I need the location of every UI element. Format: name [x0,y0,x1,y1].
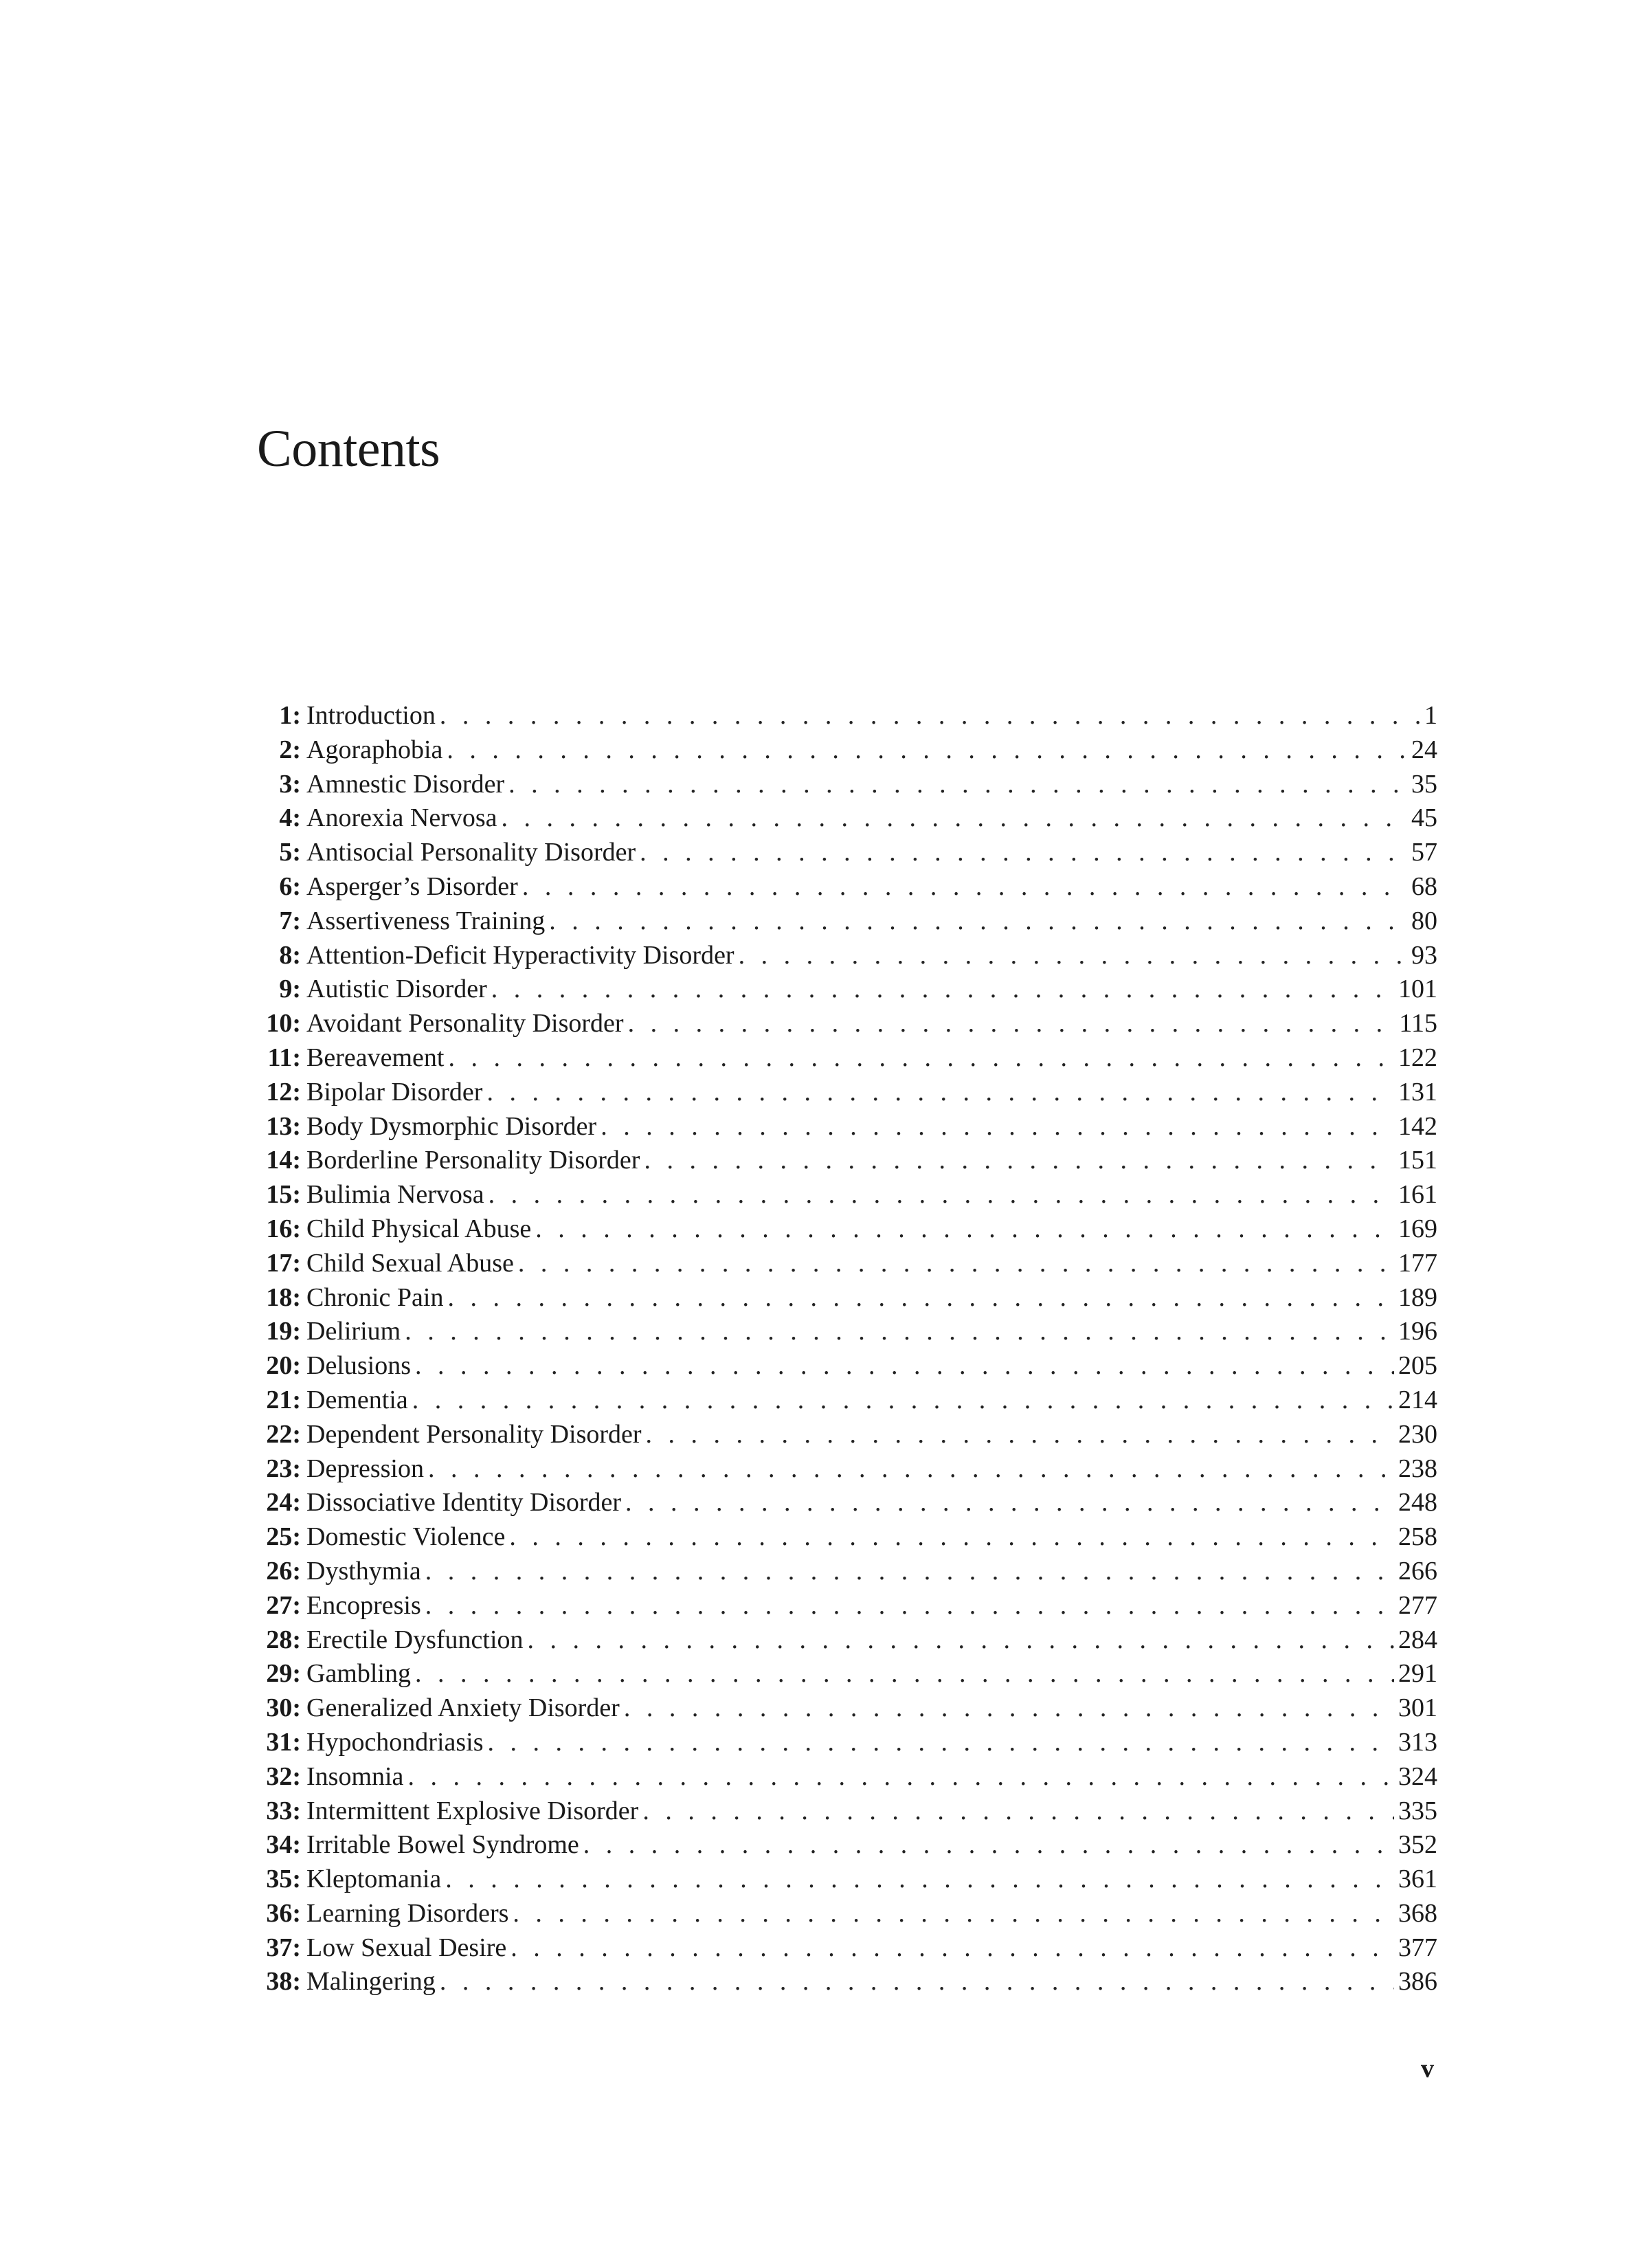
toc-entry[interactable] [254,904,1437,939]
dot-leader [405,1315,1394,1349]
toc-entry[interactable] [254,1623,1437,1658]
toc-entry-page: 258 [1398,1522,1437,1552]
toc-entry-number: 22: [266,1419,301,1449]
toc-entry-page: 205 [1398,1351,1437,1381]
dot-leader [425,1555,1394,1589]
toc-entry[interactable] [254,1452,1437,1487]
toc-entry-page: 35 [1411,769,1437,799]
toc-entry-number: 37: [266,1933,301,1962]
toc-entry-number: 31: [266,1727,301,1757]
toc-entry-title: Gambling [306,1659,411,1689]
toc-entry[interactable] [254,733,1437,768]
toc-entry-page: 214 [1398,1385,1437,1414]
toc-entry[interactable] [254,1555,1437,1589]
toc-entry[interactable] [254,1760,1437,1794]
toc-entry[interactable] [254,972,1437,1007]
toc-entry[interactable] [254,1383,1437,1418]
toc-entry[interactable] [254,1589,1437,1623]
toc-entry-number: 9: [279,975,301,1004]
toc-entry[interactable] [254,1897,1437,1931]
toc-entry-number: 16: [266,1214,301,1243]
toc-entry-number: 29: [266,1659,301,1689]
toc-entry-title: Child Sexual Abuse [306,1248,514,1278]
dot-leader [640,836,1407,870]
toc-entry-page: 101 [1398,975,1437,1004]
toc-entry-title: Introduction [306,701,436,730]
toc-entry-page: 313 [1398,1727,1437,1757]
toc-entry-number: 6: [279,871,301,901]
dot-leader [625,1486,1394,1520]
toc-entry[interactable] [254,1828,1437,1863]
toc-entry-title: Body Dysmorphic Disorder [306,1111,597,1141]
toc-entry-page: 361 [1398,1865,1437,1894]
toc-entry-number: 4: [279,803,301,833]
toc-entry-page: 291 [1398,1659,1437,1689]
toc-entry-number: 12: [266,1077,301,1107]
toc-entry-page: 115 [1399,1009,1437,1038]
toc-entry-page: 386 [1398,1967,1437,1997]
dot-leader [445,1863,1394,1897]
toc-entry-title: Learning Disorders [306,1898,509,1928]
toc-entry[interactable] [254,768,1437,802]
toc-entry-title: Asperger’s Disorder [306,871,518,901]
toc-entry-page: 131 [1398,1077,1437,1107]
toc-entry-title: Delusions [306,1351,411,1381]
toc-entry-number: 13: [266,1111,301,1141]
toc-entry[interactable] [254,1726,1437,1760]
toc-entry-title: Anorexia Nervosa [306,803,497,833]
dot-leader [447,733,1407,768]
toc-entry-number: 28: [266,1625,301,1654]
toc-entry-number: 20: [266,1351,301,1381]
toc-entry-page: 169 [1398,1214,1437,1243]
dot-leader [407,1760,1394,1794]
toc-entry-number: 32: [266,1761,301,1791]
dot-leader [488,1726,1394,1760]
toc-entry[interactable] [254,1691,1437,1726]
toc-entry[interactable] [254,1486,1437,1520]
toc-entry-number: 17: [266,1248,301,1278]
toc-entry-title: Child Physical Abuse [306,1214,532,1243]
toc-entry-title: Dependent Personality Disorder [306,1419,642,1449]
toc-entry-title: Chronic Pain [306,1282,444,1312]
toc-entry-title: Low Sexual Desire [306,1933,507,1962]
toc-entry-title: Depression [306,1454,424,1483]
toc-entry-number: 30: [266,1693,301,1723]
toc-entry-number: 8: [279,940,301,970]
toc-entry[interactable] [254,1178,1437,1212]
toc-entry[interactable] [254,1212,1437,1247]
toc-entry-title: Bulimia Nervosa [306,1180,484,1210]
toc-entry-page: 24 [1411,735,1437,764]
toc-entry-page: 284 [1398,1625,1437,1654]
toc-entry-title: Hypochondriasis [306,1727,484,1757]
toc-entry-page: 324 [1398,1761,1437,1791]
toc-entry[interactable] [254,836,1437,870]
toc-entry-title: Delirium [306,1317,401,1346]
dot-leader [601,1110,1394,1144]
toc-entry[interactable] [254,1794,1437,1829]
toc-entry-number: 19: [266,1317,301,1346]
dot-leader [522,870,1407,904]
toc-entry[interactable] [254,1931,1437,1966]
dot-leader [518,1247,1394,1281]
toc-entry-number: 18: [266,1282,301,1312]
toc-entry-page: 142 [1398,1111,1437,1141]
toc-entry-title: Erectile Dysfunction [306,1625,524,1654]
toc-entry-page: 196 [1398,1317,1437,1346]
toc-entry[interactable] [254,1247,1437,1281]
toc-entry-page: 301 [1398,1693,1437,1723]
dot-leader [447,1281,1394,1315]
toc-entry-title: Dementia [306,1385,408,1414]
toc-entry-number: 14: [266,1146,301,1175]
toc-entry[interactable] [254,1041,1437,1076]
toc-entry[interactable] [254,1076,1437,1110]
toc-entry-title: Intermittent Explosive Disorder [306,1796,639,1825]
toc-entry-title: Insomnia [306,1761,404,1791]
toc-entry-page: 248 [1398,1488,1437,1517]
toc-entry[interactable] [254,801,1437,836]
toc-entry-title: Kleptomania [306,1865,442,1894]
toc-entry[interactable] [254,1863,1437,1897]
toc-entry-title: Dissociative Identity Disorder [306,1488,622,1517]
dot-leader [508,768,1407,802]
dot-leader [428,1452,1394,1487]
toc-entry-number: 35: [266,1865,301,1894]
toc-entry-number: 10: [266,1009,301,1038]
toc-entry-page: 368 [1398,1898,1437,1928]
dot-leader [644,1144,1394,1178]
toc-entry-number: 27: [266,1590,301,1620]
toc-entry-title: Dysthymia [306,1556,421,1586]
dot-leader [509,1520,1394,1555]
toc-entry-number: 36: [266,1898,301,1928]
toc-entry-title: Agoraphobia [306,735,443,764]
toc-entry-page: 266 [1398,1556,1437,1586]
toc-entry-page: 161 [1398,1180,1437,1210]
dot-leader [440,1965,1394,1999]
toc-entry-page: 189 [1398,1282,1437,1312]
dot-leader [528,1623,1394,1658]
toc-entry-title: Bereavement [306,1043,445,1072]
dot-leader [486,1076,1394,1110]
toc-entry-page: 57 [1411,838,1437,867]
toc-entry[interactable] [254,870,1437,904]
toc-entry-number: 2: [279,735,301,764]
toc-entry[interactable] [254,1418,1437,1452]
toc-entry-number: 11: [267,1043,301,1072]
toc-entry[interactable] [254,1281,1437,1315]
toc-entry-number: 33: [266,1796,301,1825]
page-title: Contents [257,420,440,478]
toc-entry-page: 93 [1411,940,1437,970]
dot-leader [412,1383,1394,1418]
dot-leader [511,1931,1394,1966]
toc-entry-number: 23: [266,1454,301,1483]
toc-entry-page: 45 [1411,803,1437,833]
dot-leader [415,1657,1394,1691]
toc-entry-title: Autistic Disorder [306,975,487,1004]
toc-entry-title: Antisocial Personality Disorder [306,838,636,867]
dot-leader [489,1178,1394,1212]
toc-entry-page: 122 [1398,1043,1437,1072]
toc-entry-number: 34: [266,1830,301,1860]
toc-entry-title: Domestic Violence [306,1522,506,1552]
toc-entry-number: 5: [279,838,301,867]
dot-leader [535,1212,1394,1247]
toc-entry[interactable] [254,1110,1437,1144]
toc-entry-number: 24: [266,1488,301,1517]
dot-leader [583,1828,1394,1863]
toc-entry-title: Irritable Bowel Syndrome [306,1830,579,1860]
dot-leader [739,939,1407,973]
toc-entry-page: 1 [1424,701,1437,730]
dot-leader [646,1418,1394,1452]
toc-entry[interactable] [254,1657,1437,1691]
toc-entry-number: 21: [266,1385,301,1414]
page-number: v [1421,2054,1434,2083]
toc-entry-page: 80 [1411,906,1437,935]
toc-entry[interactable] [254,1007,1437,1041]
toc-entry-title: Generalized Anxiety Disorder [306,1693,620,1723]
toc-entry-number: 38: [266,1967,301,1997]
toc-entry-number: 3: [279,769,301,799]
toc-entry-page: 177 [1398,1248,1437,1278]
toc-entry-page: 377 [1398,1933,1437,1962]
dot-leader [491,972,1394,1007]
dot-leader [415,1349,1394,1383]
toc-entry-title: Attention-Deficit Hyperactivity Disorder [306,940,734,970]
toc-entry-title: Assertiveness Training [306,906,546,935]
toc-entry-page: 238 [1398,1454,1437,1483]
toc-entry-number: 7: [279,906,301,935]
dot-leader [513,1897,1394,1931]
toc-entry-title: Amnestic Disorder [306,769,505,799]
toc-entry-number: 25: [266,1522,301,1552]
toc-entry-page: 151 [1398,1146,1437,1175]
toc-entry[interactable] [254,1349,1437,1383]
dot-leader [425,1589,1394,1623]
toc-entry-number: 1: [279,701,301,730]
toc-entry[interactable] [254,1965,1437,1999]
dot-leader [628,1007,1395,1041]
toc-entry[interactable] [254,699,1437,733]
toc-entry-title: Avoidant Personality Disorder [306,1009,624,1038]
toc-entry-page: 277 [1398,1590,1437,1620]
dot-leader [642,1794,1394,1829]
dot-leader [549,904,1407,939]
dot-leader [624,1691,1394,1726]
dot-leader [502,801,1407,836]
toc-entry-page: 230 [1398,1419,1437,1449]
dot-leader [440,699,1420,733]
table-of-contents [254,699,1437,1999]
toc-entry-title: Malingering [306,1967,436,1997]
toc-entry[interactable] [254,1520,1437,1555]
toc-entry[interactable] [254,1315,1437,1349]
toc-entry-page: 352 [1398,1830,1437,1860]
toc-entry-title: Encopresis [306,1590,421,1620]
toc-entry-title: Bipolar Disorder [306,1077,483,1107]
toc-entry-title: Borderline Personality Disorder [306,1146,640,1175]
dot-leader [448,1041,1394,1076]
toc-entry[interactable] [254,939,1437,973]
toc-entry-page: 335 [1398,1796,1437,1825]
toc-entry-number: 15: [266,1180,301,1210]
toc-entry-number: 26: [266,1556,301,1586]
toc-entry-page: 68 [1411,871,1437,901]
toc-entry[interactable] [254,1144,1437,1178]
